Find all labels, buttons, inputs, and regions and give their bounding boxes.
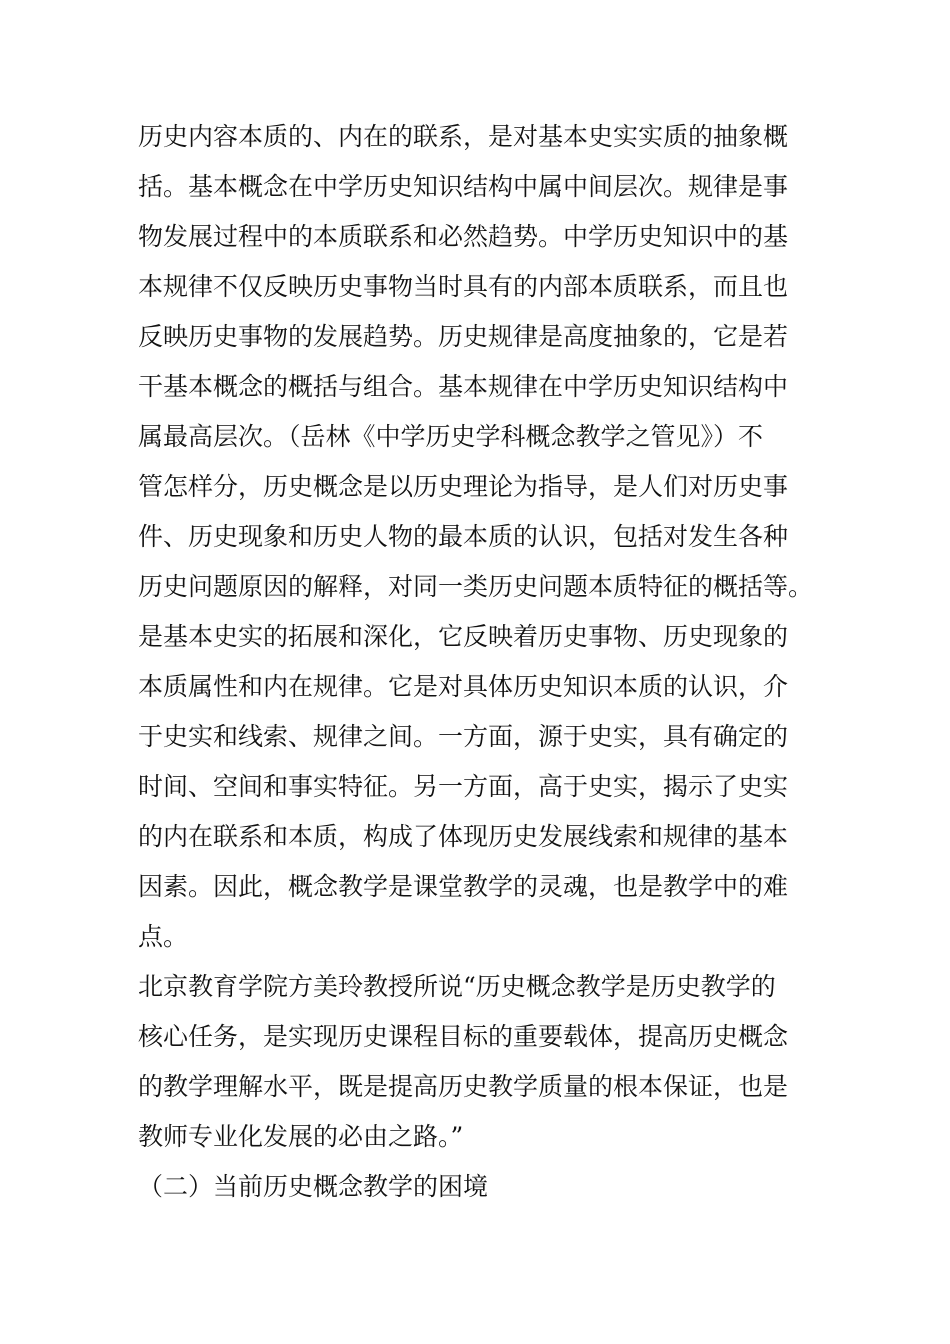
section-heading: （二）当前历史概念教学的困境: [138, 1172, 489, 1201]
text-line: 历史内容本质的、内在的联系，是对基本史实实质的抽象概: [138, 122, 789, 151]
text-line: 干基本概念的概括与组合。基本规律在中学历史知识结构中: [138, 372, 789, 401]
body-text: [138, 112, 828, 1212]
text-line: 件、历史现象和历史人物的最本质的认识，包括对发生各种: [138, 522, 789, 551]
text-line: 本规律不仅反映历史事物当时具有的内部本质联系，而且也: [138, 272, 789, 301]
text-line: 教师专业化发展的必由之路。”: [138, 1122, 464, 1151]
text-line: 本质属性和内在规律。它是对具体历史知识本质的认识，介: [138, 672, 789, 701]
text-line: 因素。因此，概念教学是课堂教学的灵魂，也是教学中的难: [138, 872, 789, 901]
text-line: 的教学理解水平，既是提高历史教学质量的根本保证，也是: [138, 1072, 789, 1101]
text-line: 属最高层次。（岳林《中学历史学科概念教学之管见》）不: [138, 422, 764, 451]
text-line: 括。基本概念在中学历史知识结构中属中间层次。规律是事: [138, 172, 789, 201]
text-line: 历史问题原因的解释，对同一类历史问题本质特征的概括等。: [138, 572, 814, 601]
text-line: 物发展过程中的本质联系和必然趋势。中学历史知识中的基: [138, 222, 789, 251]
text-line: 于史实和线索、规律之间。一方面，源于史实，具有确定的: [138, 722, 789, 751]
text-line: 北京教育学院方美玲教授所说“历史概念教学是历史教学的: [138, 972, 776, 1001]
text-line: 核心任务，是实现历史课程目标的重要载体，提高历史概念: [138, 1022, 789, 1051]
text-line: 的内在联系和本质，构成了体现历史发展线索和规律的基本: [138, 822, 789, 851]
text-line: 反映历史事物的发展趋势。历史规律是高度抽象的，它是若: [138, 322, 789, 351]
text-line: 是基本史实的拓展和深化，它反映着历史事物、历史现象的: [138, 622, 789, 651]
text-line: 时间、空间和事实特征。另一方面，高于史实，揭示了史实: [138, 772, 789, 801]
text-line: 管怎样分，历史概念是以历史理论为指导，是人们对历史事: [138, 472, 789, 501]
text-line: 点。: [138, 922, 189, 951]
